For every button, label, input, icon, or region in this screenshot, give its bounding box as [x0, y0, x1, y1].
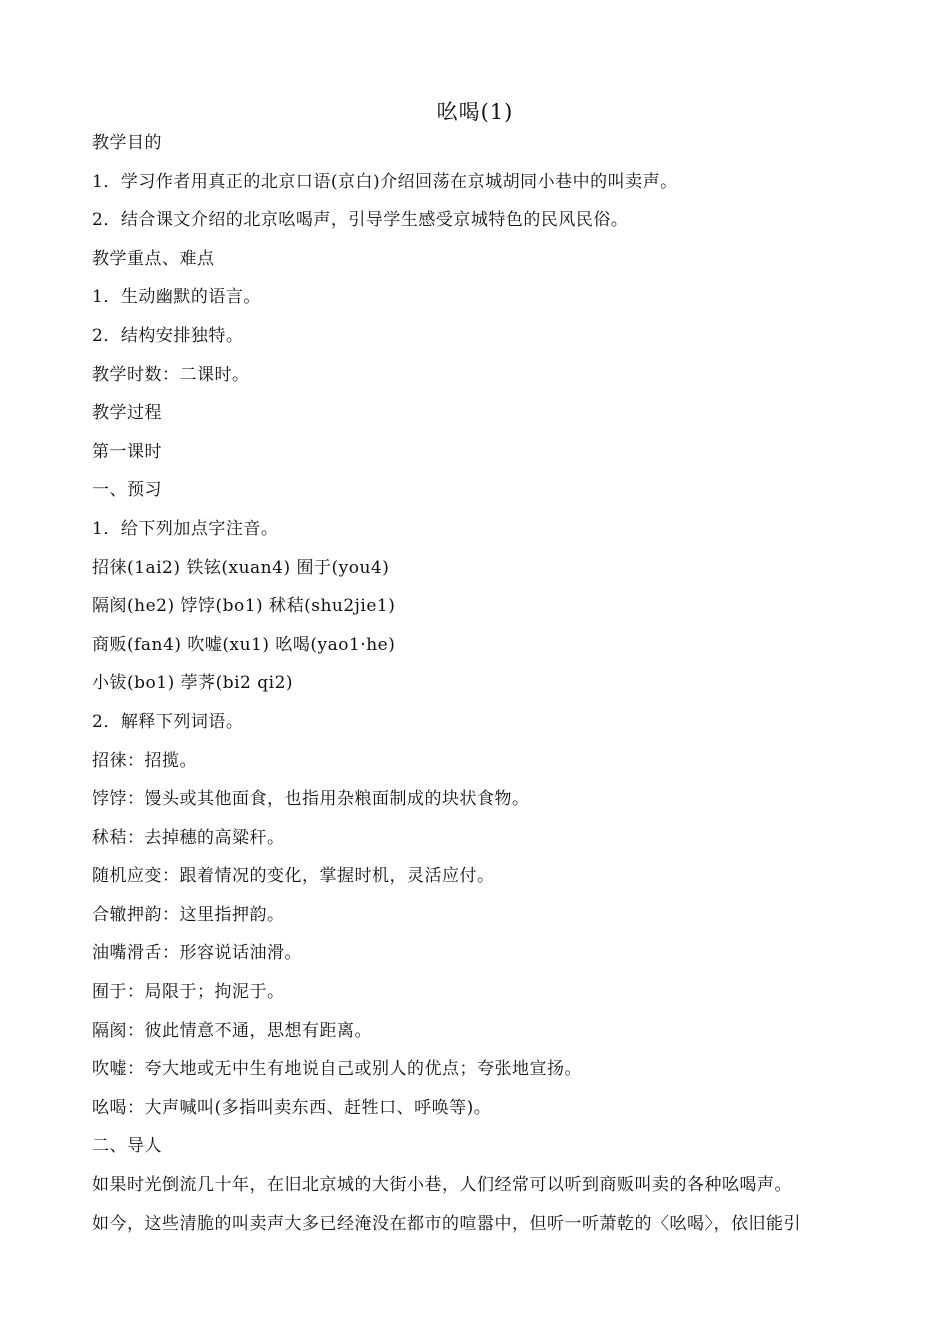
heading-first-lesson: 第一课时 [92, 441, 162, 462]
paragraph: 如今，这些清脆的叫卖声大多已经淹没在都市的喧嚣中，但听一听萧乾的〈吆喝〉，依旧能引 [92, 1213, 801, 1234]
document-body [92, 124, 872, 1243]
pinyin-line: 隔阂(he2) 饽饽(bo1) 秫秸(shu2jie1) [92, 596, 396, 617]
definition-line: 吆喝：大声喊叫(多指叫卖东西、赶牲口、呼唤等)。 [92, 1097, 492, 1118]
definition-line: 招徕：招揽。 [92, 750, 197, 771]
paragraph: 1．给下列加点字注音。 [92, 518, 279, 539]
pinyin-line: 商贩(fan4) 吹嘘(xu1) 吆喝(yao1·he) [92, 634, 396, 655]
paragraph: 如果时光倒流几十年，在旧北京城的大街小巷，人们经常可以听到商贩叫卖的各种吆喝声。 [92, 1175, 792, 1196]
paragraph: 教学时数：二课时。 [92, 364, 250, 385]
heading-preview: 一、预习 [92, 480, 162, 501]
definition-line: 合辙押韵：这里指押韵。 [92, 904, 285, 925]
definition-line: 隔阂：彼此情意不通，思想有距离。 [92, 1020, 372, 1041]
heading-key-points: 教学重点、难点 [92, 248, 215, 269]
paragraph: 1．生动幽默的语言。 [92, 287, 261, 308]
paragraph: 2．结构安排独特。 [92, 325, 244, 346]
paragraph: 2．结合课文介绍的北京吆喝声，引导学生感受京城特色的民风民俗。 [92, 210, 629, 231]
pinyin-line: 招徕(1ai2) 铁铉(xuan4) 囿于(you4) [92, 557, 390, 578]
definition-line: 饽饽：馒头或其他面食，也指用杂粮面制成的块状食物。 [92, 789, 530, 810]
definition-line: 囿于：局限于；拘泥于。 [92, 982, 285, 1003]
definition-line: 吹嘘：夸大地或无中生有地说自己或别人的优点；夸张地宣扬。 [92, 1059, 582, 1080]
paragraph: 1．学习作者用真正的北京口语(京白)介绍回荡在京城胡同小巷中的叫卖声。 [92, 171, 678, 192]
heading-teaching-goals: 教学目的 [92, 133, 162, 153]
document-title: 吆喝(1) [436, 100, 514, 124]
definition-line: 油嘴滑舌：形容说话油滑。 [92, 943, 302, 964]
heading-teaching-process: 教学过程 [92, 403, 162, 424]
definition-line: 随机应变：跟着情况的变化，掌握时机，灵活应付。 [92, 866, 495, 887]
definition-line: 秫秸：去掉穗的高粱秆。 [92, 827, 285, 848]
pinyin-line: 小钹(bo1) 荸荠(bi2 qi2) [92, 673, 294, 694]
paragraph: 2．解释下列词语。 [92, 711, 244, 732]
heading-introduction: 二、导人 [92, 1136, 162, 1157]
